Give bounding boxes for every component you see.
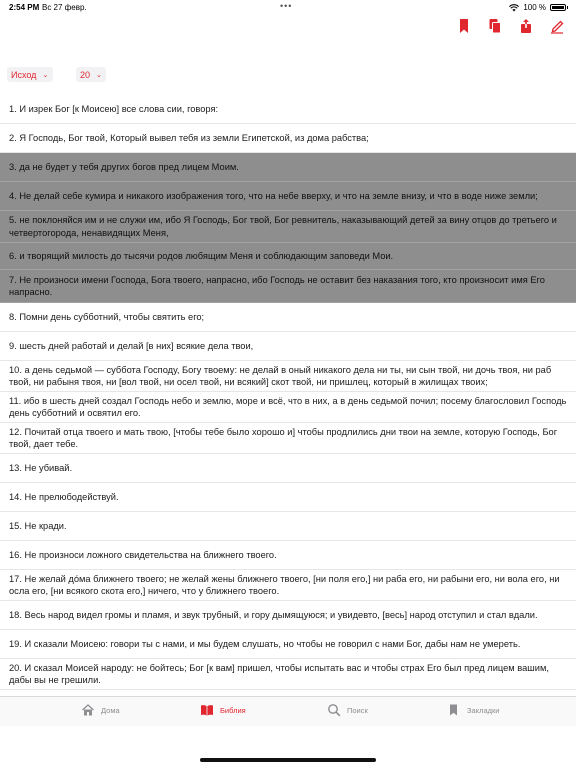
tab-bookmarks[interactable]	[447, 703, 499, 717]
verse-text: 5. не поклоняйся им и не служи им, ибо Я Господь, Бог твой, Бог ревнитель, наказывающий детей за вину отцов до третьего и четвертогорода, ненавидящих Меня,	[9, 215, 557, 238]
status-time: 2:54 PM	[9, 3, 40, 12]
verse-text: 9. шесть дней работай и делай [в них] всякие дела твои,	[9, 340, 254, 351]
status-right	[509, 3, 568, 12]
verse-row[interactable]	[0, 659, 576, 690]
verse-text: 18. Весь народ видел громы и пламя, и звук трубный, и гору дымящуюся; и увидевто, [весь] народ отступил и стал вдали.	[9, 609, 538, 620]
chapter-selector[interactable]	[76, 67, 106, 82]
toolbar	[457, 18, 564, 34]
verse-row[interactable]	[0, 124, 576, 153]
tab-home-label: Дома	[101, 705, 120, 715]
home-icon	[81, 703, 95, 717]
copy-button[interactable]	[488, 18, 502, 34]
verse-row[interactable]	[0, 182, 576, 211]
verse-row[interactable]	[0, 270, 576, 303]
tab-bible[interactable]	[200, 703, 246, 717]
book-selector[interactable]	[7, 67, 53, 82]
search-icon	[327, 703, 341, 717]
verse-text: 12. Почитай отца твоего и мать твою, [чтобы тебе было хорошо и] чтобы продлились дни твои на земле, которую Господь, Бог твой, дает тебе.	[9, 426, 558, 449]
verse-list	[0, 95, 576, 690]
verse-row[interactable]	[0, 483, 576, 512]
edit-icon	[550, 18, 564, 34]
verse-text: 10. а день седьмой — суббота Господу, Богу твоему: не делай в оный никакого дела ни ты, ни сын твой, ни дочь твоя, ни раб твой, ни рабыня твоя, ни [вол твой, ни осел твой, ни всякий] скот твой, ни пришлец, который в жилищах твоих;	[9, 364, 552, 387]
multitasking-dots[interactable]: •••	[280, 1, 293, 11]
tab-bar	[0, 696, 576, 726]
verse-row[interactable]	[0, 392, 576, 423]
chevron-down-icon: ⌄	[96, 71, 102, 79]
verse-text: 15. Не кради.	[9, 520, 67, 531]
verse-row[interactable]	[0, 512, 576, 541]
battery-icon	[550, 4, 566, 11]
home-indicator	[200, 758, 376, 762]
verse-text: 16. Не произноси ложного свидетельства на ближнего твоего.	[9, 549, 277, 560]
bookmark-button[interactable]	[457, 18, 471, 34]
verse-row[interactable]	[0, 95, 576, 124]
bookmark-icon	[457, 18, 471, 34]
verse-text: 17. Не желай до́ма ближнего твоего; не желай жены ближнего твоего, [ни поля его,] ни раба его, ни рабыни его, ни вола его, ни осла его, [ни всякого скота его,] ничего, что у ближнего твоего.	[9, 573, 560, 596]
chevron-down-icon: ⌄	[42, 71, 49, 79]
verse-row[interactable]	[0, 454, 576, 483]
verse-text: 11. ибо в шесть дней создал Господь небо и землю, море и всё, что в них, а в день седьмой почил; посему благословил Господь день субботний и освятил его.	[9, 395, 567, 418]
verse-row[interactable]	[0, 601, 576, 630]
verse-text: 14. Не прелюбодействуй.	[9, 491, 119, 502]
verse-row[interactable]	[0, 211, 576, 243]
edit-button[interactable]	[550, 18, 564, 34]
share-button[interactable]	[519, 18, 533, 34]
verse-row[interactable]	[0, 243, 576, 270]
verse-text: 2. Я Господь, Бог твой, Который вывел тебя из земли Египетской, из дома рабства;	[9, 132, 369, 143]
verse-row[interactable]	[0, 630, 576, 659]
tab-bible-label: Библия	[220, 705, 246, 715]
status-bar	[0, 0, 576, 14]
battery-tip	[567, 6, 568, 9]
verse-text: 3. да не будет у тебя других богов пред лицем Моим.	[9, 161, 239, 172]
verse-row[interactable]	[0, 153, 576, 182]
bookmarks-icon	[447, 703, 461, 717]
verse-text: 7. Не произноси имени Господа, Бога твоего, напрасно, ибо Господь не оставит без наказания того, кто произносит имя Его напрасно.	[9, 274, 545, 297]
battery-percent: 100 %	[523, 3, 546, 12]
copy-icon	[488, 18, 502, 34]
verse-row[interactable]	[0, 361, 576, 392]
verse-text: 4. Не делай себе кумира и никакого изображения того, что на небе вверху, и что на земле внизу, и что в воде ниже земли;	[9, 190, 538, 201]
verse-text: 8. Помни день субботний, чтобы святить его;	[9, 311, 205, 322]
verse-text: 13. Не убивай.	[9, 462, 73, 473]
tab-search-label: Поиск	[347, 705, 368, 715]
verse-text: 19. И сказали Моисею: говори ты с нами, и мы будем слушать, но чтобы не говорил с нами Бог, дабы нам не умереть.	[9, 638, 521, 649]
book-selector-label: Исход	[11, 69, 37, 80]
verse-row[interactable]	[0, 570, 576, 601]
verse-row[interactable]	[0, 303, 576, 332]
status-date: Вс 27 февр.	[42, 3, 87, 12]
verse-row[interactable]	[0, 332, 576, 361]
verse-row[interactable]	[0, 423, 576, 454]
wifi-icon	[509, 4, 519, 12]
verse-text: 1. И изрек Бог [к Моисею] все слова сии, говоря:	[9, 103, 219, 114]
tab-bookmarks-label: Закладки	[467, 705, 500, 715]
verse-text: 20. И сказал Моисей народу: не бойтесь; Бог [к вам] пришел, чтобы испытать вас и чтобы страх Его был пред лицем вашим, дабы вы не грешили.	[9, 662, 549, 685]
verse-text: 6. и творящий милость до тысячи родов любящим Меня и соблюдающим заповеди Мои.	[9, 250, 394, 261]
verse-row[interactable]	[0, 541, 576, 570]
tab-search[interactable]	[327, 703, 368, 717]
book-icon	[200, 703, 214, 717]
chapter-selector-label: 20	[80, 69, 91, 80]
share-icon	[519, 18, 533, 34]
tab-home[interactable]	[81, 703, 120, 717]
